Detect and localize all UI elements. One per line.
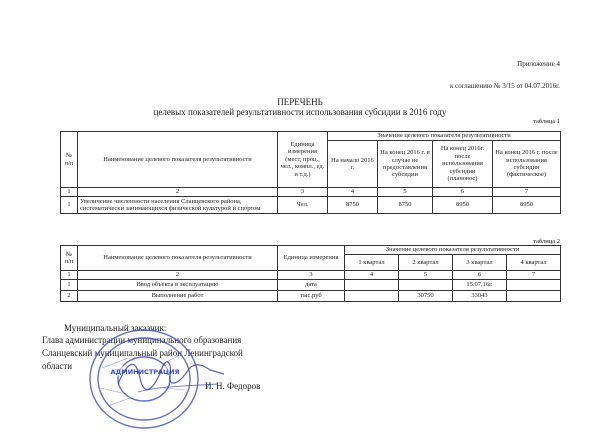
document-title: ПЕРЕЧЕНЬ: [277, 97, 323, 107]
row-unit: тыс.руб: [278, 291, 345, 302]
signatory-title-line3: области: [42, 361, 73, 371]
index-cell: 5: [378, 188, 433, 197]
table2-label: таблица 2: [533, 238, 560, 245]
row-value: 8950: [433, 197, 493, 214]
agreement-reference: к соглашению № 3/15 от 04.07.2016г.: [449, 82, 560, 90]
header-sub-2: На конец 2016 г. в случае не предоставления субсидии: [378, 141, 433, 188]
index-cell: 3: [278, 188, 328, 197]
index-cell: 7: [493, 188, 561, 197]
row-value: 8750: [378, 197, 433, 214]
row-value: 15.07.16г.: [453, 280, 507, 291]
header-sub-3: На конец 2016г. после использования субсидии (плановое): [433, 141, 493, 188]
header-name: Наименование целевого показателя результативности: [78, 246, 278, 271]
index-row: [61, 188, 561, 197]
index-cell: 4: [328, 188, 378, 197]
table-row: [61, 280, 561, 291]
row-name: Ввод объекта в эксплуатацию: [78, 280, 278, 291]
row-value: 8750: [328, 197, 378, 214]
row-num: 1: [61, 197, 78, 214]
signatory-name: И. Н. Федоров: [205, 381, 261, 391]
table-row: [61, 291, 561, 302]
row-value: [507, 280, 561, 291]
index-cell: 3: [278, 271, 345, 280]
table1-label: таблица 1: [533, 118, 560, 125]
header-group: Значение целевого показателя результативности: [328, 132, 561, 141]
row-value: [345, 280, 399, 291]
row-name: Выполнение работ: [78, 291, 278, 302]
appendix-label: Приложение 4: [517, 60, 560, 68]
indicators-table-2: [60, 245, 561, 302]
signatory-title-line1: Глава администрации муниципального образования: [42, 335, 242, 345]
row-name: Увеличение численности населения Сланцевского района, систематически занимающихся физической культурой и спортом: [78, 197, 278, 214]
stamp-text: АДМИНИСТРАЦИЯ: [110, 368, 180, 376]
header-unit: Единица измерения (мест, проц., чел., компл., ед. и т.д.): [278, 132, 328, 188]
header-quarter-4: 4 квартал: [507, 255, 561, 271]
index-cell: 1: [61, 188, 78, 197]
signatory-title-line2: Сланцевский муниципальный район Ленинградской: [42, 348, 243, 358]
index-cell: 6: [453, 271, 507, 280]
index-row: [61, 271, 561, 280]
header-quarter-3: 3 квартал: [453, 255, 507, 271]
row-unit: дата: [278, 280, 345, 291]
index-cell: 4: [345, 271, 399, 280]
header-sub-1: На начало 2016 г.: [328, 141, 378, 188]
header-num: № п/п: [61, 132, 78, 188]
row-value: 30750: [399, 291, 453, 302]
header-unit: Единица измерения: [278, 246, 345, 271]
row-num: 1: [61, 280, 78, 291]
header-sub-4: На конец 2016 г. после использования субсидии (фактическое): [493, 141, 561, 188]
table-row: [61, 197, 561, 214]
row-value: 8950: [493, 197, 561, 214]
header-num: № п/п: [61, 246, 78, 271]
row-value: [345, 291, 399, 302]
row-value: [507, 291, 561, 302]
document-subtitle: целевых показателей результативности использования субсидии в 2016 году: [153, 107, 447, 117]
indicators-table-1: [60, 131, 561, 214]
index-cell: 2: [78, 188, 278, 197]
header-quarter-2: 2 квартал: [399, 255, 453, 271]
row-unit: Чел.: [278, 197, 328, 214]
index-cell: 1: [61, 271, 78, 280]
handwritten-signature: [110, 340, 230, 400]
index-cell: 6: [433, 188, 493, 197]
row-value: 33043: [453, 291, 507, 302]
header-name: Наименование целевого показателя результативности: [78, 132, 278, 188]
index-cell: 7: [507, 271, 561, 280]
index-cell: 2: [78, 271, 278, 280]
header-quarter-1: 1 квартал: [345, 255, 399, 271]
row-num: 2: [61, 291, 78, 302]
row-value: [399, 280, 453, 291]
index-cell: 5: [399, 271, 453, 280]
customer-label: Муниципальный заказчик:: [64, 323, 167, 333]
header-group: Значение целевого показателя результативности: [345, 246, 561, 255]
